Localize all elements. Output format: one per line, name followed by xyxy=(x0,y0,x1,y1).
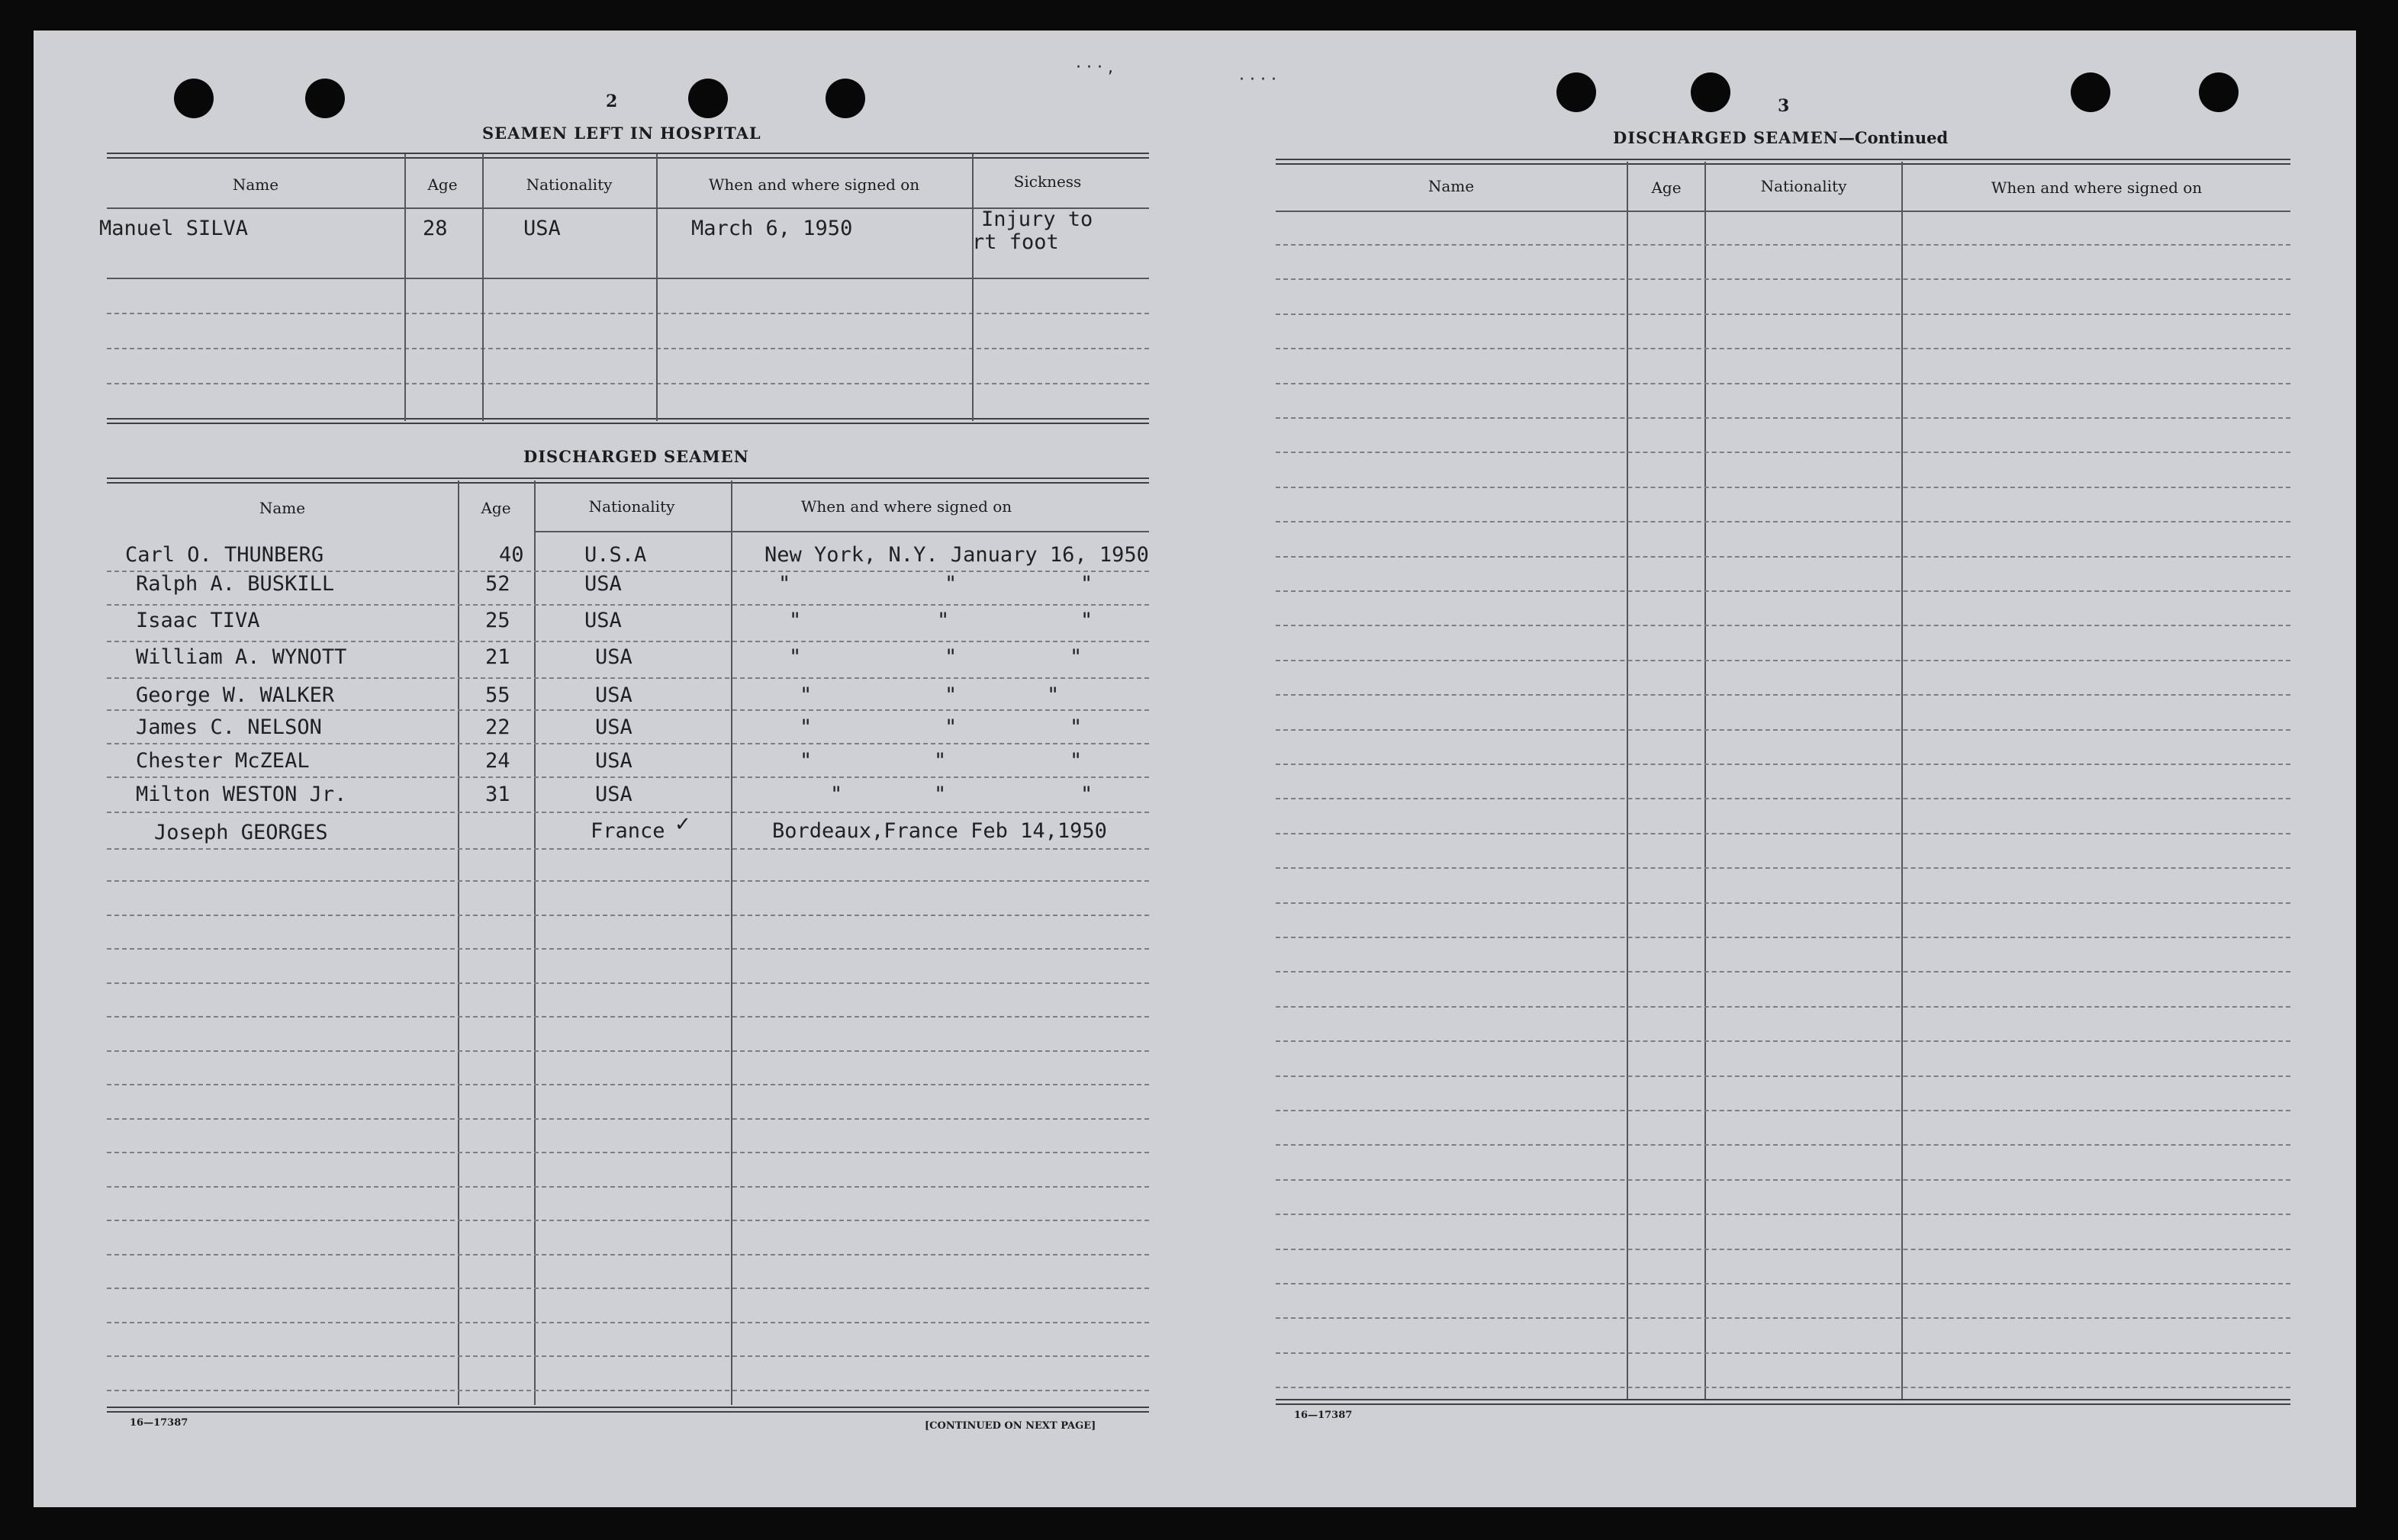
stray-mark: · · · · xyxy=(1239,70,1276,89)
discharged-age: 24 xyxy=(485,749,510,773)
ditto-mark: " xyxy=(934,749,947,773)
discharged-name: George W. WALKER xyxy=(136,683,335,707)
discharged-age: 21 xyxy=(485,645,510,669)
table-row-rule xyxy=(107,348,1149,349)
table-row-rule xyxy=(1276,348,2290,349)
table-row-rule xyxy=(1276,729,2290,731)
table-bottom-rule xyxy=(107,418,1149,424)
discharged-age: 22 xyxy=(485,715,510,739)
table-row-rule xyxy=(1276,1110,2290,1111)
table-row-rule xyxy=(1276,764,2290,765)
table-row-rule xyxy=(1276,417,2290,419)
discharged-age: 40 xyxy=(499,543,524,567)
column-divider xyxy=(656,154,658,421)
discharged-name: James C. NELSON xyxy=(136,715,322,739)
table-row-rule xyxy=(107,915,1149,916)
table-row-rule xyxy=(1276,244,2290,246)
table-row-rule xyxy=(1276,694,2290,696)
hospital-section-title: SEAMEN LEFT IN HOSPITAL xyxy=(482,124,761,143)
discharged-nationality: USA xyxy=(595,645,632,669)
discharged-nationality: USA xyxy=(595,749,632,773)
table-row-rule xyxy=(107,641,1149,642)
ditto-mark: " xyxy=(1070,749,1083,773)
ditto-mark: " xyxy=(800,683,813,707)
discharged-name: Milton WESTON Jr. xyxy=(136,783,347,806)
table-row-rule xyxy=(107,1390,1149,1391)
left-page-number: 2 xyxy=(606,92,618,111)
hospital-header-signed-on: When and where signed on xyxy=(708,175,920,194)
discharged-nationality: USA xyxy=(595,783,632,806)
table-row-rule xyxy=(107,1220,1149,1221)
table-row-rule xyxy=(107,776,1149,778)
stray-mark: · · · , xyxy=(1076,58,1113,77)
ditto-mark: " xyxy=(778,572,791,596)
punch-hole xyxy=(1556,72,1596,112)
discharged-name: Ralph A. BUSKILL xyxy=(136,572,335,596)
table-row-rule xyxy=(107,812,1149,813)
hospital-header-age: Age xyxy=(427,175,458,194)
table-row-rule xyxy=(107,1084,1149,1085)
discharged-header-nationality: Nationality xyxy=(588,497,675,516)
table-header-rule xyxy=(534,531,1149,532)
hospital-sickness-line1: Injury to xyxy=(981,207,1093,231)
table-row-rule xyxy=(107,1322,1149,1323)
table-row-rule xyxy=(107,1152,1149,1153)
discharged-name: Joseph GEORGES xyxy=(154,821,328,844)
table-top-rule xyxy=(1276,159,2290,165)
right-header-name: Name xyxy=(1428,177,1475,195)
table-row-rule xyxy=(1276,625,2290,626)
hospital-header-name: Name xyxy=(232,175,279,194)
punch-hole xyxy=(2071,72,2110,112)
table-top-rule xyxy=(107,477,1149,484)
discharged-age: 52 xyxy=(485,572,510,596)
punch-hole xyxy=(305,79,345,118)
table-row-rule xyxy=(107,383,1149,384)
ditto-mark: " xyxy=(1080,572,1093,596)
discharged-age: 31 xyxy=(485,783,510,806)
ditto-mark: " xyxy=(789,645,802,669)
ditto-mark: " xyxy=(945,572,958,596)
table-row-rule xyxy=(107,948,1149,950)
discharged-nationality: USA xyxy=(584,609,622,632)
table-row-rule xyxy=(1276,313,2290,315)
table-row-rule xyxy=(1276,521,2290,522)
punch-hole xyxy=(826,79,865,118)
table-row-rule xyxy=(1276,833,2290,834)
table-row-rule xyxy=(1276,937,2290,938)
hospital-nationality: USA xyxy=(523,217,561,240)
punch-hole xyxy=(174,79,214,118)
discharged-section-title: DISCHARGED SEAMEN xyxy=(523,447,749,466)
ditto-mark: " xyxy=(1080,609,1093,632)
table-row-rule xyxy=(107,313,1149,314)
ditto-mark: " xyxy=(800,715,813,739)
hospital-signed-on: March 6, 1950 xyxy=(691,217,853,240)
discharged-name: William A. WYNOTT xyxy=(136,645,347,669)
form-number: 16—17387 xyxy=(130,1417,188,1429)
discharged-name: Chester McZEAL xyxy=(136,749,310,773)
table-row-rule xyxy=(1276,1144,2290,1146)
discharged-nationality: USA xyxy=(595,715,632,739)
hospital-sickness-line2: rt foot xyxy=(972,230,1059,254)
discharged-header-age: Age xyxy=(481,499,511,517)
table-row-rule xyxy=(1276,590,2290,592)
ditto-mark: " xyxy=(945,683,958,707)
right-section-title-text: DISCHARGED SEAMEN xyxy=(1613,128,1839,147)
table-row-rule xyxy=(1276,660,2290,661)
hospital-header-sickness: Sickness xyxy=(1013,172,1082,191)
discharged-age: 55 xyxy=(485,683,510,707)
table-row-rule xyxy=(1276,1075,2290,1077)
column-divider xyxy=(482,154,484,421)
ditto-mark: " xyxy=(945,715,958,739)
ditto-mark: " xyxy=(945,645,958,669)
discharged-header-signed-on: When and where signed on xyxy=(800,497,1012,516)
column-divider xyxy=(404,154,406,421)
discharged-nationality: U.S.A xyxy=(584,543,647,567)
table-row-rule xyxy=(1276,1006,2290,1008)
document-sheet xyxy=(34,31,2356,1507)
ditto-mark: " xyxy=(1070,715,1083,739)
table-row-rule xyxy=(107,604,1149,606)
column-divider xyxy=(972,154,974,421)
table-top-rule xyxy=(107,153,1149,159)
right-page-number: 3 xyxy=(1778,96,1790,116)
table-row-rule xyxy=(1276,452,2290,453)
table-row-rule xyxy=(1276,971,2290,973)
column-divider xyxy=(458,481,459,1405)
table-row-rule xyxy=(107,1288,1149,1289)
ditto-mark: " xyxy=(937,609,950,632)
check-mark-icon: ✓ xyxy=(674,813,691,836)
table-row-rule xyxy=(107,1355,1149,1357)
table-row-rule xyxy=(107,278,1149,279)
column-divider xyxy=(731,481,732,1405)
table-row-rule xyxy=(1276,1179,2290,1181)
column-divider xyxy=(534,481,536,1405)
table-row-rule xyxy=(1276,278,2290,280)
discharged-age: 25 xyxy=(485,609,510,632)
table-row-rule xyxy=(107,743,1149,744)
right-header-signed-on: When and where signed on xyxy=(1991,178,2203,197)
discharged-name: Carl O. THUNBERG xyxy=(125,543,324,567)
table-bottom-rule xyxy=(1276,1399,2290,1405)
discharged-name: Isaac TIVA xyxy=(136,609,260,632)
right-section-title xyxy=(1613,128,1948,147)
right-section-title-suffix: —Continued xyxy=(1838,128,1949,147)
discharged-nationality: USA xyxy=(595,683,632,707)
table-row-rule xyxy=(1276,1040,2290,1042)
table-row-rule xyxy=(1276,1352,2290,1354)
discharged-signed-on: Bordeaux,France Feb 14,1950 xyxy=(772,819,1107,843)
table-row-rule xyxy=(1276,1214,2290,1215)
ditto-mark: " xyxy=(789,609,802,632)
table-row-rule xyxy=(107,1050,1149,1052)
table-row-rule xyxy=(1276,1387,2290,1388)
punch-hole xyxy=(688,79,728,118)
ditto-mark: " xyxy=(830,783,843,806)
right-header-age: Age xyxy=(1651,178,1682,197)
table-row-rule xyxy=(107,677,1149,679)
punch-hole xyxy=(2199,72,2239,112)
table-row-rule xyxy=(107,848,1149,850)
table-row-rule xyxy=(1276,1249,2290,1250)
discharged-signed-on: New York, N.Y. January 16, 1950 xyxy=(764,543,1149,567)
ditto-mark: " xyxy=(934,783,947,806)
table-row-rule xyxy=(1276,556,2290,558)
continued-note: [CONTINUED ON NEXT PAGE] xyxy=(925,1420,1096,1432)
discharged-nationality: France xyxy=(591,819,665,843)
ditto-mark: " xyxy=(1047,683,1060,707)
right-header-nationality: Nationality xyxy=(1760,177,1847,195)
table-row-rule xyxy=(1276,487,2290,488)
table-row-rule xyxy=(1276,867,2290,869)
table-row-rule xyxy=(107,709,1149,711)
table-row-rule xyxy=(107,1016,1149,1018)
table-row-rule xyxy=(107,1118,1149,1120)
table-header-rule xyxy=(1276,211,2290,212)
table-bottom-rule xyxy=(107,1407,1149,1413)
discharged-header-name: Name xyxy=(259,499,306,517)
hospital-header-nationality: Nationality xyxy=(526,175,613,194)
ditto-mark: " xyxy=(800,749,813,773)
ditto-mark: " xyxy=(1080,783,1093,806)
table-row-rule xyxy=(1276,383,2290,384)
hospital-age: 28 xyxy=(423,217,448,240)
ditto-mark: " xyxy=(1070,645,1083,669)
punch-hole xyxy=(1691,72,1730,112)
hospital-name: Manuel SILVA xyxy=(99,217,249,240)
right-form-number: 16—17387 xyxy=(1294,1410,1353,1421)
table-row-rule xyxy=(107,880,1149,882)
table-row-rule xyxy=(1276,798,2290,799)
table-row-rule xyxy=(1276,902,2290,904)
table-row-rule xyxy=(1276,1317,2290,1319)
discharged-nationality: USA xyxy=(584,572,622,596)
table-row-rule xyxy=(1276,1283,2290,1284)
table-row-rule xyxy=(107,1186,1149,1188)
table-row-rule xyxy=(107,982,1149,984)
table-row-rule xyxy=(107,1254,1149,1255)
